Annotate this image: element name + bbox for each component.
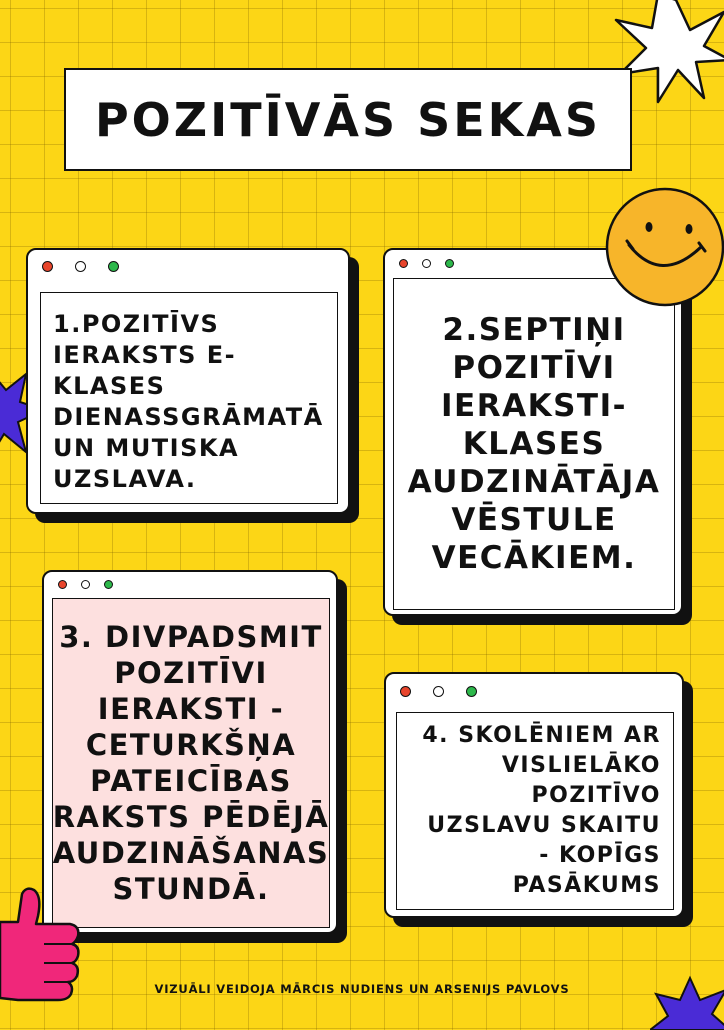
card-4 bbox=[384, 672, 684, 918]
window-dots bbox=[58, 580, 113, 589]
window-dots bbox=[400, 686, 477, 697]
minimize-dot-icon bbox=[433, 686, 444, 697]
card-3 bbox=[42, 570, 338, 934]
purple-star-icon bbox=[650, 970, 724, 1030]
close-dot-icon bbox=[400, 686, 411, 697]
page-title: POZITĪVĀS SEKAS bbox=[94, 92, 602, 147]
close-dot-icon bbox=[399, 259, 408, 268]
close-dot-icon bbox=[42, 261, 53, 272]
window-dots bbox=[399, 259, 454, 268]
maximize-dot-icon bbox=[466, 686, 477, 697]
maximize-dot-icon bbox=[445, 259, 454, 268]
card-1 bbox=[26, 248, 350, 514]
card-2-content bbox=[393, 278, 675, 610]
minimize-dot-icon bbox=[422, 259, 431, 268]
card-4-text: 4. SKOLĒNIEM AR VISLIELĀKO POZITĪVO UZSLAVU SKAITU - KOPĪGS PASĀKUMS bbox=[422, 723, 661, 898]
maximize-dot-icon bbox=[104, 580, 113, 589]
smiley-face-icon bbox=[603, 185, 724, 309]
maximize-dot-icon bbox=[108, 261, 119, 272]
window-dots bbox=[42, 261, 119, 272]
card-4-content bbox=[396, 712, 674, 910]
minimize-dot-icon bbox=[81, 580, 90, 589]
card-1-text: 1.POZITĪVS IERAKSTS E-KLASES DIENASSGRĀMATĀ UN MUTISKA UZSLAVA. bbox=[53, 310, 324, 493]
card-3-content bbox=[52, 598, 330, 928]
footer-credits: VIZUĀLI VEIDOJA MĀRCIS NUDIENS UN ARSENIJS PAVLOVS bbox=[154, 982, 570, 996]
title-box bbox=[64, 68, 632, 171]
card-1-content bbox=[40, 292, 338, 504]
minimize-dot-icon bbox=[75, 261, 86, 272]
close-dot-icon bbox=[58, 580, 67, 589]
card-3-text: 3. DIVPADSMIT POZITĪVI IERAKSTI - CETURKŠŅA PATEICĪBAS RAKSTS PĒDĒJĀ AUDZINĀŠANAS STUNDĀ. bbox=[52, 620, 330, 906]
card-2-text: 2.SEPTIŅI POZITĪVI IERAKSTI- KLASES AUDZINĀTĀJA VĒSTULE VECĀKIEM. bbox=[407, 312, 661, 576]
